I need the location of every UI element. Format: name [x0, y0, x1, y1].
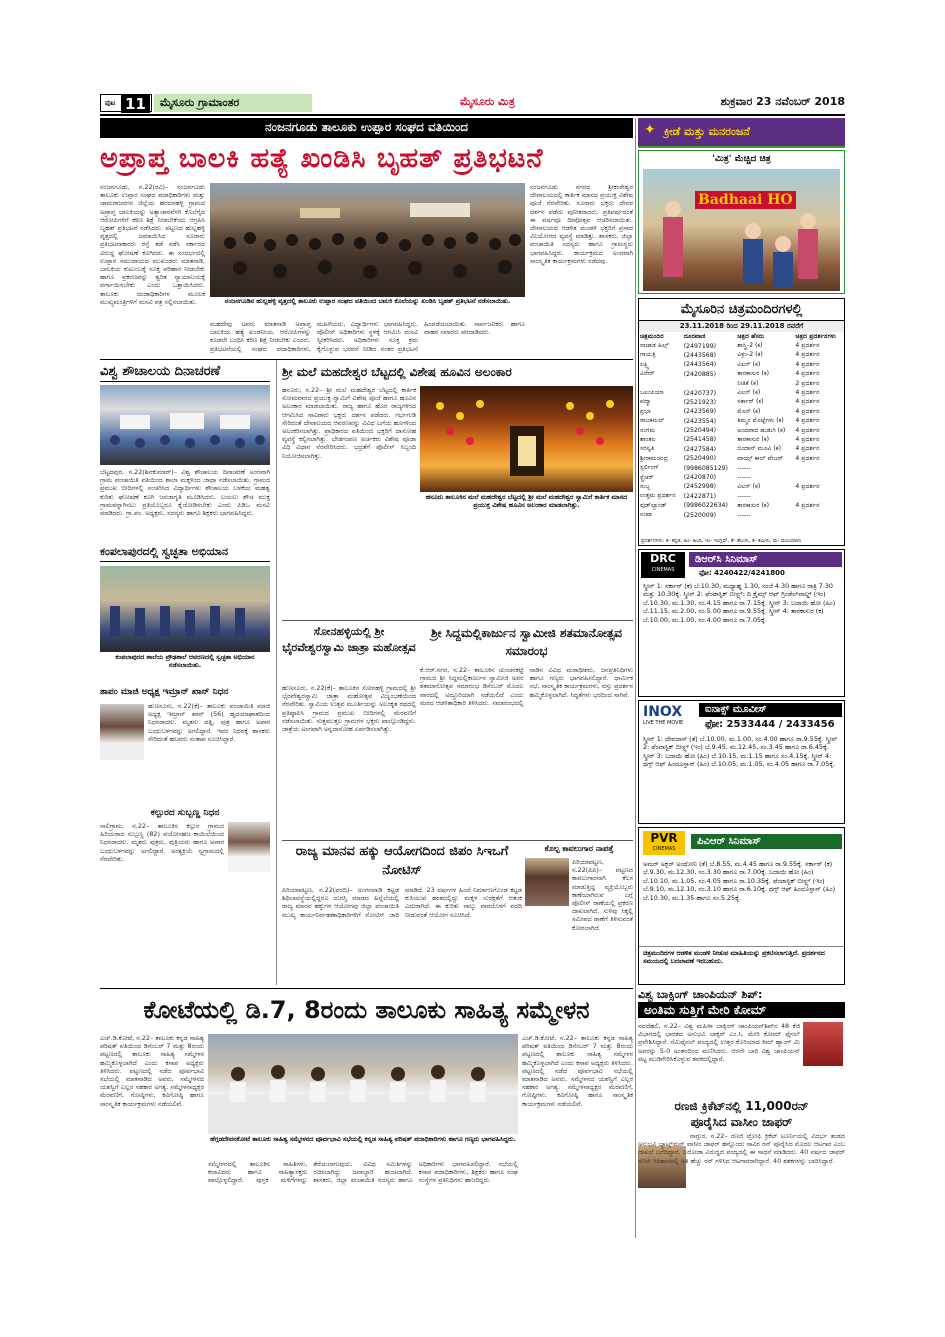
theatre-shows: 4 ಪ್ರದರ್ಶನ [795, 445, 820, 453]
theatre-name: ನಾಜಾಡ ಹಿಲ್ಸ್ [640, 342, 669, 350]
theatre-name: ವುಡ್‌ಲ್ಯಾಂಡ್ [640, 501, 667, 509]
sammelana-paragraph-b: ಸಮ್ಮೇಳನದಲ್ಲಿ ತಾಲೂಕಿನ ಸಾಹಿತಿಗಳು, ಕಲಾವಿದರು ಹಾಗೂ ಸಾಹಿತ್ಯಾಸಕ್ತರು ಪಾಲ್ಗೊಳ್ಳಲಿದ್ದಾರೆ. ಪುಸ್ತಕ ಮಳಿಗೆಗಳನ್ನು ತೆರೆಯಲಾಗುವುದು. ವಿವಿಧ ಸಮಿತಿಗಳನ್ನು ರಚಿಸಲಾಗಿದ್ದು ಜವಾಬ್ದಾರಿ ಹಂಚಲಾಗಿದೆ. ಶಾಸಕರು, ಜಿಲ್ಲಾ ಪಂಚಾಯಿತಿ ಸದಸ್ಯರು ಹಾಗೂ ಅಧಿಕಾರಿಗಳು ಭಾಗವಹಿಸಲಿದ್ದಾರೆ. ಸಭೆಯಲ್ಲಿ ಕಸಾಪ ಪದಾಧಿಕಾರಿಗಳು, ಶಿಕ್ಷಕರು ಹಾಗೂ ಸಂಘ ಸಂಸ್ಥೆಗಳ ಪ್ರತಿನಿಧಿಗಳು ಹಾಜರಿದ್ದರು. [208, 1160, 518, 1185]
sidebar-tag-bar [638, 118, 845, 148]
pvr-box [638, 827, 845, 985]
col-theatre: ಚಿತ್ರಮಂದಿರ [640, 332, 664, 340]
theatre-name: ಲಕ್ಷ್ಮಿ [640, 360, 650, 368]
section-title: ಮೈಸೂರು ಗ್ರಾಮಾಂತರ [160, 96, 240, 109]
sammelana-photo [208, 1034, 518, 1134]
inox-title: ಐನಾಕ್ಸ್ ಮೂವೀಸ್ [705, 704, 767, 715]
toilet-photo [100, 385, 270, 465]
pick-title: 'ಮಿತ್ರ' ಮೆಚ್ಚಿದ ಚಿತ್ರ [639, 151, 844, 167]
students-illustration [100, 385, 270, 465]
missing-person-photo [525, 858, 569, 906]
centenary-headline-box [420, 624, 633, 664]
pvr-notice: ಚಿತ್ರಮಂದಿರಗಳ ಆಡಳಿತ ಮಂಡಳಿ ನೀಡುವ ಮಾಹಿತಿಯನ್ನು ಪ್ರಕಟಿಸಲಾಗುತ್ತಿದೆ. ಪ್ರದರ್ಶನದ ಸಮಯದಲ್ಲಿ ಬದಲಾವಣೆ ಇರಬಹುದು. [639, 946, 844, 980]
theatres-footnote: ಪ್ರದರ್ಶನಗಳು: ಕ- ಕನ್ನಡ, ಹಿಂ- ಹಿಂದಿ, ಇಂ- ಇಂಗ್ಲಿಷ್, ತೆ- ತೆಲುಗು, ತ- ತಮಿಳು, ಮ- ಮಲಯಾಳಂ [641, 538, 802, 544]
toilet-paragraph: ಬೆಟ್ಟದಪುರ, ನ.22(ಶಿವಕುಮಾರ್)– ವಿಶ್ವ ಶೌಚಾಲಯ ದಿನಾಚರಣೆ ಅಂಗವಾಗಿ ಗ್ರಾಮ ಪಂಚಾಯಿತಿ ವತಿಯಿಂದ ಶಾಲಾ ಮಕ್ಕಳಿಂದ ಜಾಥಾ ನಡೆಸಲಾಯಿತು. ಗ್ರಾಮದ ಪ್ರಮುಖ ಬೀದಿಗಳಲ್ಲಿ ಸಂಚರಿಸಿದ ವಿದ್ಯಾರ್ಥಿಗಳು ಶೌಚಾಲಯ ಬಳಕೆಯ ಮಹತ್ವ ಕುರಿತು ಘೋಷಣೆ ಕೂಗಿ ಜನಜಾಗೃತಿ ಮೂಡಿಸಿದರು. ಬಯಲು ಶೌಚ ಮುಕ್ತ ಗ್ರಾಮವನ್ನಾಗಿಸಲು ಪ್ರತಿಯೊಬ್ಬರೂ ಕೈಜೋಡಿಸಬೇಕು ಎಂದು ಪಿಡಿಒ ಮನವಿ ಮಾಡಿದರು. ಗ್ರಾ.ಪಂ. ಅಧ್ಯಕ್ಷರು, ಸದಸ್ಯರು ಹಾಗೂ ಶಿಕ್ಷಕರು ಭಾಗವಹಿಸಿದ್ದರು. [100, 468, 270, 518]
centre-divider [282, 620, 633, 621]
pvr-shows: ಅಮರ್ ಅಕ್ಬರ್ ಅಂಥೋನಿ (ತೆ) ಬೆ.8.55, ಮ.4.45 ಹಾಗೂ ರಾ.9.55ಕ್ಕೆ. ಸರ್ಕಾರ್ (ಕ) ಬೆ.9.30, ಮ.12.30, ಸಂ.3.30 ಹಾಗೂ ರಾ.7.00ಕ್ಕೆ. ಬದಾಯಿ ಹೋ (ಹಿಂ) ಬೆ.10.10, ಮ.1.05, ಸಂ.4.05 ಹಾಗೂ ರಾ.10.35ಕ್ಕೆ. ಫೆಂಟಾಸ್ಟಿಕ್ ಬೀಸ್ಟ್ಸ್ (ಇಂ) ಬೆ.9.10, ಮ.12.10, ಸಂ.3.10 ಹಾಗೂ ರಾ.6.10ಕ್ಕೆ. ಥಗ್ಸ್ ಆಫ್ ಹಿಂದೂಸ್ತಾನ್ (ಹಿಂ) ಬೆ.10.30, ಮ.1.35 ಹಾಗೂ ಸಂ.5.25ಕ್ಕೆ. [643, 860, 836, 902]
theatre-name: ರಾಜಕಮಲ್ [640, 417, 665, 425]
theatre-name [639, 379, 683, 388]
rights-divider [282, 840, 633, 841]
theatre-name: ಶ್ರೀರಾಮಚಂದ್ರ [640, 454, 669, 462]
jatre-paragraph: ಹುಣಸೂರು, ನ.22(ಕೆ)– ತಾಲೂಕಿನ ಸೋನಹಳ್ಳಿ ಗ್ರಾಮದಲ್ಲಿ ಶ್ರೀ ಭೈರವೇಶ್ವರಸ್ವಾಮಿ ಜಾತ್ರಾ ಮಹೋತ್ಸವ ವಿಜೃಂಭಣೆಯಿಂದ ನೆರವೇರಿತು. ಸ್ವಾಮಿಯ ಉತ್ಸವ ಮೂರ್ತಿಯನ್ನು ಅಲಂಕೃತ ರಥದಲ್ಲಿ ಪ್ರತಿಷ್ಠಾಪಿಸಿ ಗ್ರಾಮದ ಪ್ರಮುಖ ಬೀದಿಗಳಲ್ಲಿ ಮೆರವಣಿಗೆ ನಡೆಸಲಾಯಿತು. ಸುತ್ತಮುತ್ತಲ ಗ್ರಾಮಗಳ ಭಕ್ತರು ಪಾಲ್ಗೊಂಡಿದ್ದರು. ಜಾತ್ರೆಯ ಅಂಗವಾಗಿ ಅನ್ನದಾಸೋಹ ಏರ್ಪಡಿಸಲಾಗಿತ್ತು. [282, 684, 416, 734]
theatre-row [639, 426, 844, 435]
obit1-headline: ತಾಪಂ ಮಾಜಿ ಅಧ್ಯಕ್ಷ ಇಮ್ರಾನ್ ಖಾನ್ ನಿಧನ [100, 687, 229, 697]
theatre-shows: 4 ಪ್ರದರ್ಶನ [795, 342, 820, 350]
theatre-phone: (2443568) [683, 351, 717, 359]
theatre-shows [794, 492, 844, 501]
theatre-movie: ವಿಕ್ರಂ-2 (ಕ) [737, 351, 763, 359]
theatre-movie: ವಿಲನ್ (ಕ) [737, 482, 761, 490]
pvr-header [639, 828, 844, 858]
lead-body-col1 [100, 183, 205, 348]
inox-header [639, 701, 844, 733]
theatre-row [639, 473, 844, 482]
rights-text [282, 886, 522, 984]
theatre-shows [794, 463, 844, 472]
theatre-name: ಸಂಗಮ [640, 426, 656, 434]
theatre-row [639, 398, 844, 407]
festival-paragraph: ನಂಜನಗೂಡು ನಗರದ ಶ್ರೀಕಂಠೇಶ್ವರ ದೇವಾಲಯದಲ್ಲಿ ಕಾರ್ತಿಕ ಮಾಸದ ಪ್ರಯುಕ್ತ ವಿಶೇಷ ಪೂಜೆ ನೆರವೇರಿತು. ನೂರಾರು ಭಕ್ತರು ದೇವರ ದರ್ಶನ ಪಡೆದು ಪುನೀತರಾದರು. ಪ್ರತಿವರ್ಷದಂತೆ ಈ ವರ್ಷವೂ ದೀಪೋತ್ಸವ ಆಚರಿಸಲಾಯಿತು. ದೇವಾಲಯದ ಆಡಳಿತ ಮಂಡಳಿ ಭಕ್ತರಿಗೆ ಪ್ರಸಾದ ವಿನಿಯೋಗದ ವ್ಯವಸ್ಥೆ ಮಾಡಿತ್ತು. ಶಾಸಕರು, ಜಿಲ್ಲಾ ಪಂಚಾಯಿತಿ ಸದಸ್ಯರು ಹಾಗೂ ಗ್ರಾಮಸ್ಥರು ಭಾಗವಹಿಸಿದ್ದರು. ಕಾರ್ಯಕ್ರಮದ ಅಂಗವಾಗಿ ಸಾಂಸ್ಕೃತಿಕ ಕಾರ್ಯಕ್ರಮಗಳು ನಡೆದವು. [530, 183, 633, 265]
theatre-row [639, 360, 844, 369]
boxing-text: ನವದೆಹಲಿ, ನ.22– ವಿಶ್ವ ಮಹಿಳಾ ಬಾಕ್ಸಿಂಗ್ ಚಾಂಪಿಯನ್‌ಶಿಪ್‌ನ 48 ಕೆಜಿ ವಿಭಾಗದಲ್ಲಿ ಭಾರತದ ಅನುಭವಿ ಬಾಕ್ಸರ್ ಎಂ.ಸಿ. ಮೇರಿ ಕೋಮ್ ಫೈನಲ್ ಪ್ರವೇಶಿಸಿದ್ದಾರೆ. ಸೆಮಿಫೈನಲ್ ಪಂದ್ಯದಲ್ಲಿ ಉತ್ತರ ಕೊರಿಯಾದ ಕಿಮ್ ಹ್ಯಾಂಗ್ ಮಿ ಅವರನ್ನು 5-0 ಅಂತರದಿಂದ ಮಣಿಸಿದರು. ಆರನೇ ಬಾರಿ ವಿಶ್ವ ಚಾಂಪಿಯನ್ ಪಟ್ಟ ಮುಡಿಗೇರಿಸಿಕೊಳ್ಳುವ ತವಕದಲ್ಲಿದ್ದಾರೆ. [638, 1022, 800, 1063]
missing-headline: ಕೊಲ್ಪ ಕಾವಲುಗಾರ ನಾಪತ್ತೆ [544, 844, 614, 853]
theatre-phone: (2427584) [683, 445, 717, 453]
lead-kicker: ನಂಜನಗೂಡು ತಾಲೂಕು ಉಪ್ಪಾರ ಸಂಘದ ವತಿಯಿಂದ [264, 120, 469, 134]
inox-logo-text: INOX [643, 704, 683, 720]
sammelana-text-a [100, 1034, 204, 1238]
sammelana-top-rule [100, 988, 633, 989]
theatre-phone: (9986022634) [683, 502, 728, 510]
inox-title-bar [699, 703, 842, 717]
theatre-phone: (2541458) [683, 436, 717, 444]
toilet-headline: ವಿಶ್ವ ಶೌಚಾಲಯ ದಿನಾಚರಣೆ [100, 364, 221, 379]
drc-logo-sub: CINEMAS [651, 567, 675, 573]
temple-headline: ಶ್ರೀ ಮಲೆ ಮಹದೇಶ್ವರ ಬೆಟ್ಟದಲ್ಲಿ ವಿಶೇಷ ಹೂವಿನ ಅಲಂಕಾರ [282, 365, 512, 379]
meeting-illustration [208, 1034, 518, 1134]
theatre-row [639, 417, 844, 426]
obit1-headline-box [100, 684, 270, 700]
crowd-illustration [210, 183, 525, 297]
theatre-phone: (2420870) [683, 474, 717, 482]
col-rule-2 [635, 118, 636, 1238]
drc-shows: ಸ್ಕ್ರೀನ್ 1: ಸರ್ಕಾರ್ (ಕ) ಬೆ.10.30, ಮಧ್ಯಾಹ್ನ 1.30, ಸಂಜೆ 4.30 ಹಾಗೂ ರಾತ್ರಿ 7.30 ಮತ್ತು 10.30ಕ್ಕೆ. ಸ್ಕ್ರೀನ್ 2: ಫೆಂಟಾಸ್ಟಿಕ್ ಬೀಸ್ಟ್ಸ್: ದಿ ಕ್ರೈಮ್ಸ್ ಆಫ್ ಗ್ರಿಂಡೆಲ್‌ವಾಲ್ಡ್ (ಇಂ) ಬೆ.10.30, ಮ.1.30, ಸಂ.4.15 ಹಾಗೂ ರಾ.7.15ಕ್ಕೆ. ಸ್ಕ್ರೀನ್ 3: ಬದಾಯಿ ಹೋ (ಹಿಂ) ಬೆ.11.15, ಮ.2.00, ಸಂ.5.00 ಹಾಗೂ ರಾ.9.55ಕ್ಕೆ. ಸ್ಕ್ರೀನ್ 4: ತಾರಕಾಸುರ (ಕ) ಬೆ.10.00, ಮ.1.00, ಸಂ.4.00 ಹಾಗೂ ರಾ.7.05ಕ್ಕೆ. [643, 582, 836, 624]
theatre-row [639, 370, 844, 379]
theatre-shows: 4 ಪ್ರದರ್ಶನ [795, 370, 820, 378]
col-shows: ಚಿತ್ರದ ಪ್ರದರ್ಶನಗಳು [795, 332, 837, 340]
inox-box [638, 700, 845, 824]
lead-paragraph-2: ಮಹದೇವು ಅವರು ಮಾತನಾಡಿ ಅಪ್ರಾಪ್ತ ಬಾಲಕಿಯ ಹತ್ಯೆ ಖಂಡನೀಯ. ಆರೋಪಿಗಳನ್ನು ಕೂಡಲೇ ಬಂಧಿಸಿ ಕಠಿಣ ಶಿಕ್ಷೆ ನೀಡಬೇಕು ಎಂದರು. ಪ್ರತಿಭಟನೆಯಲ್ಲಿ ಸಂಘದ ಪದಾಧಿಕಾರಿಗಳು, ಮಹಿಳೆಯರು, ವಿದ್ಯಾರ್ಥಿಗಳು ಭಾಗವಹಿಸಿದ್ದರು. ಪೊಲೀಸ್ ಅಧಿಕಾರಿಗಳು ಸ್ಥಳಕ್ಕೆ ಆಗಮಿಸಿ ಮನವಿ ಸ್ವೀಕರಿಸಿದರು. ಅಧಿಕಾರಿಗಳು ಸೂಕ್ತ ಕ್ರಮ ಕೈಗೊಳ್ಳುವ ಭರವಸೆ ನೀಡಿದ ನಂತರ ಪ್ರತಿಭಟನೆ ಹಿಂಪಡೆಯಲಾಯಿತು. ಸಾರ್ವಜನಿಕರು ಹಾಗೂ ವಾಹನ ಸವಾರರು ಪರದಾಡಿದರು. [210, 320, 525, 353]
protest-caption-text: ನಂಜನಗೂಡಿನ ಹುಲ್ಲಹಳ್ಳಿ ವೃತ್ತದಲ್ಲಿ ತಾಲೂಕು ಉಪ್ಪಾರ ಸಂಘದ ವತಿಯಿಂದ ಬಾಲಕಿ ಕೊಲೆಯನ್ನು ಖಂಡಿಸಿ ಬೃಹತ್ ಪ್ರತಿಭಟನೆ ನಡೆಸಲಾಯಿತು. [224, 298, 511, 305]
theatre-phone: (2521923) [683, 398, 717, 406]
theatre-name: ಶಾಂತಲ [640, 435, 656, 443]
theatre-phone: (2420885) [683, 370, 717, 378]
theatre-movie: ಬಿಂದಾಸ್ ಮೂವಿ (ಕ) [737, 445, 782, 453]
sammelana-text-b [208, 1160, 518, 1238]
boxing-headline [638, 988, 845, 1018]
lead-body-col2 [210, 320, 525, 360]
page-number-box [100, 94, 152, 112]
theatre-shows: 4 ಪ್ರದರ್ಶನ [795, 351, 820, 359]
col-phone: ದೂರವಾಣಿ [683, 332, 706, 340]
theatre-movie: ------ [737, 511, 751, 519]
paper-name: ಮೈಸೂರು ಮಿತ್ರ [460, 95, 515, 108]
boxing-headline-1: ವಿಶ್ವ ಬಾಕ್ಸಿಂಗ್ ಚಾಂಪಿಯನ್ ಶಿಪ್: [638, 988, 763, 1001]
clean-caption [100, 654, 270, 676]
theatre-name: ವಿರೇರ್ [640, 370, 655, 378]
centenary-headline: ಶ್ರೀ ಸಿದ್ದಮಲ್ಲಿಕಾರ್ಜುನ ಸ್ವಾಮೀಜಿ ಶತಮಾನೋತ್ಸವ ಸಮಾರಂಭ [430, 626, 622, 658]
sammelana-text-c [522, 1034, 633, 1238]
theatres-title-bar [639, 299, 844, 321]
sammelana-headline: ಕೋಟೆಯಲ್ಲಿ ಡಿ.7, 8ರಂದು ತಾಲೂಕು ಸಾಹಿತ್ಯ ಸಮ್ಮೇಳನ [143, 996, 590, 1024]
rights-paragraph: ಪಿರಿಯಾಪಟ್ಟಣ, ನ.22(ವರದಿ)– ಅಂಗನವಾಡಿ ಕಟ್ಟಡ ಶಿಥಿಲಾವಸ್ಥೆಯಲ್ಲಿದ್ದರೂ ದುರಸ್ತಿ ಮಾಡದ ಹಿನ್ನೆಲೆಯಲ್ಲಿ ರಾಜ್ಯ ಮಾನವ ಹಕ್ಕುಗಳ ಆಯೋಗವು ಜಿಲ್ಲಾ ಪಂಚಾಯಿತಿ ಮುಖ್ಯ ಕಾರ್ಯನಿರ್ವಹಣಾಧಿಕಾರಿಗಳಿಗೆ ನೋಟಿಸ್ ಜಾರಿ ಮಾಡಿದೆ. 23 ವರ್ಷಗಳ ಹಿಂದೆ ನಿರ್ಮಾಣಗೊಂಡ ಕಟ್ಟಡ ಕುಸಿಯುವ ಹಂತದಲ್ಲಿದ್ದು ಮಕ್ಕಳ ಸುರಕ್ಷತೆಗೆ ಆತಂಕ ಎದುರಾಗಿದೆ. ಈ ಕುರಿತು ನಾಲ್ಕು ವಾರದೊಳಗೆ ವರದಿ ನೀಡುವಂತೆ ಆಯೋಗ ಸೂಚಿಸಿದೆ. [282, 886, 522, 919]
theatre-movie: ------ [737, 474, 751, 482]
cricket-text: ನಾಗ್ಪುರ, ನ.22– ರಣಜಿ ಟ್ರೋಫಿ ಕ್ರಿಕೆಟ್ ಟೂರ್ನಿಯಲ್ಲಿ ವಿದರ್ಭ ತಂಡದ ಅನುಭವಿ ಬ್ಯಾಟ್ಸ್‌ಮನ್ ವಾಸೀಂ ಜಾಫರ್ ಹನ್ನೊಂದು ಸಾವಿರ ರನ್ ಪೂರೈಸಿದ ಮೊದಲ ಆಟಗಾರ ಎಂಬ ದಾಖಲೆ ಬರೆದಿದ್ದಾರೆ. ಬರೋಡಾ ವಿರುದ್ಧದ ಪಂದ್ಯದಲ್ಲಿ ಈ ಸಾಧನೆ ಮಾಡಿದರು. 40 ವರ್ಷದ ಜಾಫರ್ ರಣಜಿ ಇತಿಹಾಸದಲ್ಲಿ ಅತಿ ಹೆಚ್ಚು ರನ್ ಗಳಿಸಿದ ಆಟಗಾರರಾಗಿದ್ದಾರೆ. 40 ಶತಕಗಳನ್ನು ಬಾರಿಸಿದ್ದಾರೆ. [638, 1132, 845, 1165]
missing-text [572, 858, 633, 984]
missing-headline-box [525, 842, 633, 856]
centenary-paragraph: ಕೆ.ಆರ್.ನಗರ, ನ.22– ತಾಲೂಕಿನ ಚುಂಚನಕಟ್ಟೆ ಗ್ರಾಮದ ಶ್ರೀ ಸಿದ್ದಮಲ್ಲಿಕಾರ್ಜುನ ಸ್ವಾಮೀಜಿ ಅವರ ಶತಮಾನೋತ್ಸವ ಸಮಾರಂಭ ಡಿಸೆಂಬರ್ ಮೊದಲ ವಾರದಲ್ಲಿ ಅದ್ದೂರಿಯಾಗಿ ನಡೆಯಲಿದೆ ಎಂದು ಮಠದ ಆಡಳಿತಾಧಿಕಾರಿ ತಿಳಿಸಿದರು. ಸಮಾರಂಭದಲ್ಲಿ ನಾಡಿನ ವಿವಿಧ ಮಠಾಧೀಶರು, ಜನಪ್ರತಿನಿಧಿಗಳು ಹಾಗೂ ಗಣ್ಯರು ಭಾಗವಹಿಸಲಿದ್ದಾರೆ. ಧಾರ್ಮಿಕ ಸಭೆ, ಸಾಂಸ್ಕೃತಿಕ ಕಾರ್ಯಕ್ರಮಗಳು, ವಸ್ತು ಪ್ರದರ್ಶನ ಹಮ್ಮಿಕೊಳ್ಳಲಾಗಿದೆ. ಸಿದ್ಧತೆಗಳು ಭರದಿಂದ ಸಾಗಿವೆ. [420, 666, 633, 707]
temple-text [282, 386, 416, 616]
theatre-name: ಪದ್ಮಾ [640, 398, 651, 406]
sammelana-headline-box [100, 990, 633, 1030]
theatre-phone: (2452998) [683, 483, 717, 491]
inox-phone: ಫೋ: 2533444 / 2433456 [705, 719, 835, 730]
centenary-text [420, 666, 633, 836]
theatre-row [639, 501, 844, 510]
cricket-story [638, 1098, 845, 1238]
theatre-phone [683, 379, 737, 388]
theatre-phone: (2443564) [683, 361, 717, 369]
theatre-name: ಸುಬ್ಬ [640, 482, 651, 490]
theatre-row [639, 454, 844, 463]
theatres-table [639, 332, 844, 520]
theatre-shows: 4 ಪ್ರದರ್ಶನ [795, 360, 820, 368]
theatre-movie: ಶಾಸ್ತ್ರಿ-2 (ಕ) [737, 342, 763, 350]
lead-kicker-bar [100, 118, 633, 138]
drc-phone: ಫೋ: 4240422/4241800 [699, 569, 785, 577]
theatre-name: ಸರಸ್ವತಿ [640, 445, 655, 453]
section-tab [154, 94, 312, 112]
drc-header [639, 550, 844, 580]
theatre-shows: 4 ಪ್ರದರ್ಶನ [795, 417, 820, 425]
obit1-portrait [100, 704, 144, 760]
masthead-rule [100, 114, 845, 116]
theatre-movie: ವಿಲನ್ (ಕ) [737, 389, 761, 397]
theatre-name: ಸ್ಟರ್ಲಿಂಗ್ [640, 464, 659, 472]
sports-icon: ✦ [644, 122, 656, 138]
theatre-row [639, 351, 844, 360]
theatres-box [638, 298, 845, 546]
inox-shows: ಸ್ಕ್ರೀನ್ 1: ದೇವದಾಸ್ (ತೆ) ಬೆ.10.00, ಮ.1.00, ಸಂ.4.00 ಹಾಗೂ ರಾ.9.55ಕ್ಕೆ. ಸ್ಕ್ರೀನ್ 2: ಫೆಂಟಾಸ್ಟಿಕ್ ಬೀಸ್ಟ್ಸ್ (ಇಂ) ಬೆ.9.45, ಮ.12.45, ಸಂ.3.45 ಹಾಗೂ ರಾ.6.45ಕ್ಕೆ. ಸ್ಕ್ರೀನ್ 3: ಬದಾಯಿ ಹೋ (ಹಿಂ) ಬೆ.10.15, ಮ.1.15 ಹಾಗೂ ಸಂ.4.15ಕ್ಕೆ. ಸ್ಕ್ರೀನ್ 4: ಥಗ್ಸ್ ಆಫ್ ಹಿಂದೂಸ್ತಾನ್ (ಹಿಂ) ಬೆ.10.05, ಮ.1.05, ಸಂ.4.05 ಹಾಗೂ ರಾ.7.05ಕ್ಕೆ. [643, 735, 838, 769]
theatre-movie: ನೀತಿಕೆ (ಕ) [737, 379, 759, 387]
theatre-shows [794, 473, 844, 482]
obit2-text [100, 822, 224, 902]
theatre-movie: ವಾಯ್ಸ್ ಕಾಲ್ ಪೇಜರ್ [737, 454, 783, 462]
movie-poster [643, 169, 840, 291]
theatre-movie: ತಿಮ್ಮನ ಮೊಟ್ಟೆಗಳು (ಕ) [737, 417, 784, 425]
theatre-phone: (2423569) [683, 408, 717, 416]
drc-logo [641, 552, 685, 578]
sammelana-paragraph-c: ಎಚ್.ಡಿ.ಕೋಟೆ, ನ.22– ತಾಲೂಕು ಕನ್ನಡ ಸಾಹಿತ್ಯ ಪರಿಷತ್ ವತಿಯಿಂದ ಡಿಸೆಂಬರ್ 7 ಮತ್ತು 8ರಂದು ಪಟ್ಟಣದಲ್ಲಿ ತಾಲೂಕು ಸಾಹಿತ್ಯ ಸಮ್ಮೇಳನ ಹಮ್ಮಿಕೊಳ್ಳಲಾಗಿದೆ ಎಂದು ಕಸಾಪ ಅಧ್ಯಕ್ಷರು ತಿಳಿಸಿದರು. ಪಟ್ಟಣದಲ್ಲಿ ನಡೆದ ಪೂರ್ವಭಾವಿ ಸಭೆಯಲ್ಲಿ ಮಾತನಾಡಿದ ಅವರು, ಸಮ್ಮೇಳನದ ಯಶಸ್ವಿಗೆ ಎಲ್ಲರ ಸಹಕಾರ ಅಗತ್ಯ. ಸಮ್ಮೇಳನಾಧ್ಯಕ್ಷರ ಮೆರವಣಿಗೆ, ಗೋಷ್ಠಿಗಳು, ಕವಿಗೋಷ್ಠಿ ಹಾಗೂ ಸಾಂಸ್ಕೃತಿಕ ಕಾರ್ಯಕ್ರಮಗಳು ನಡೆಯಲಿವೆ. [522, 1034, 633, 1108]
col-rule-1 [276, 360, 277, 985]
theatre-row [639, 510, 844, 519]
sammelana-caption-text: ಹೆಗ್ಗಡದೇವನಕೋಟೆ ತಾಲೂಕು ಸಾಹಿತ್ಯ ಸಮ್ಮೇಳನದ ಪೂರ್ವಭಾವಿ ಸಭೆಯಲ್ಲಿ ಕನ್ನಡ ಸಾಹಿತ್ಯ ಪರಿಷತ್ ಪದಾಧಿಕಾರಿಗಳು ಹಾಗೂ ಗಣ್ಯರು ಭಾಗವಹಿಸಿದ್ದರು. [210, 1136, 516, 1143]
theatre-phone: (2520494) [683, 427, 717, 435]
cricket-headline-2: ಪೂರೈಸಿದ ವಾಸೀಂ ಜಾಫರ್ [690, 1115, 793, 1129]
page-label: ಪುಟ [105, 99, 116, 107]
theatre-name: ಉತ್ತಮ ಪ್ರದರ್ಶನ [640, 492, 676, 500]
sammelana-caption [208, 1136, 518, 1158]
theatre-phone: (2420737) [683, 389, 717, 397]
pvr-logo-sub: CINEMAS [652, 846, 676, 852]
rights-headline: ರಾಜ್ಯ ಮಾನವ ಹಕ್ಕು ಆಯೋಗದಿಂದ ಜಿಪಂ ಸಿಇಒಗೆ ನೋಟಿಸ್ [295, 844, 509, 878]
sammelana-paragraph-a: ಎಚ್.ಡಿ.ಕೋಟೆ, ನ.22– ತಾಲೂಕು ಕನ್ನಡ ಸಾಹಿತ್ಯ ಪರಿಷತ್ ವತಿಯಿಂದ ಡಿಸೆಂಬರ್ 7 ಮತ್ತು 8ರಂದು ಪಟ್ಟಣದಲ್ಲಿ ತಾಲೂಕು ಸಾಹಿತ್ಯ ಸಮ್ಮೇಳನ ಹಮ್ಮಿಕೊಳ್ಳಲಾಗಿದೆ ಎಂದು ಕಸಾಪ ಅಧ್ಯಕ್ಷರು ತಿಳಿಸಿದರು. ಪಟ್ಟಣದಲ್ಲಿ ನಡೆದ ಪೂರ್ವಭಾವಿ ಸಭೆಯಲ್ಲಿ ಮಾತನಾಡಿದ ಅವರು, ಸಮ್ಮೇಳನದ ಯಶಸ್ವಿಗೆ ಎಲ್ಲರ ಸಹಕಾರ ಅಗತ್ಯ. ಸಮ್ಮೇಳನಾಧ್ಯಕ್ಷರ ಮೆರವಣಿಗೆ, ಗೋಷ್ಠಿಗಳು, ಕವಿಗೋಷ್ಠಿ ಹಾಗೂ ಸಾಂಸ್ಕೃತಿಕ ಕಾರ್ಯಕ್ರಮಗಳು ನಡೆಯಲಿವೆ. [100, 1034, 204, 1108]
theatre-phone: (2520009) [683, 511, 717, 519]
obit2-portrait [228, 822, 270, 872]
pvr-title: ಪಿವಿಆರ್ ಸಿನಿಮಾಸ್ [697, 836, 761, 847]
theatre-phone: (2422871) [683, 492, 717, 500]
theatre-row [639, 463, 844, 472]
lead-headline-text: ಅಪ್ರಾಪ್ತ ಬಾಲಕಿ ಹತ್ಯೆ ಖಂಡಿಸಿ ಬೃಹತ್ ಪ್ರತಿಭಟನೆ [100, 143, 544, 174]
toilet-text [100, 468, 270, 540]
obit2-paragraph: ಸಾಲಿಗ್ರಾಮ, ನ.22– ತಾಲೂಕಿನ ಕಲ್ಪುರ ಗ್ರಾಮದ ಹಿರಿಯರಾದ ಸುಬ್ಬಣ್ಣ (82) ವಯೋಸಹಜ ಕಾಯಿಲೆಯಿಂದ ನಿಧನರಾದರು. ಮೃತರು ಪುತ್ರರು, ಪುತ್ರಿಯರು ಹಾಗೂ ಅಪಾರ ಬಂಧುಬಳಗವನ್ನು ಅಗಲಿದ್ದಾರೆ. ಅಂತ್ಯಕ್ರಿಯೆ ಸ್ವಗ್ರಾಮದಲ್ಲಿ ನೆರವೇರಿತು. [100, 822, 224, 863]
theatre-row [639, 482, 844, 491]
lead-headline [100, 139, 633, 181]
theatre-shows: 4 ಪ್ರದರ್ಶನ [795, 435, 820, 443]
theatre-row [639, 492, 844, 501]
theatre-shows: 4 ಪ್ರದರ್ಶನ [795, 501, 820, 509]
inox-logo-sub: LIVE THE MOVIE [643, 720, 684, 726]
theatre-phone: (2423554) [683, 417, 717, 425]
theatres-header-row [639, 332, 844, 341]
theatre-shows: 4 ಪ್ರದರ್ಶನ [795, 398, 820, 406]
theatre-phone: (2520490) [683, 455, 717, 463]
lead-bottom-rule [100, 359, 633, 360]
protest-photo [210, 183, 525, 297]
theatre-phone: (9986085129) [683, 464, 728, 472]
theatre-row [639, 379, 844, 388]
temple-caption-text: ಹನೂರು ತಾಲೂಕಿನ ಮಲೆ ಮಹದೇಶ್ವರ ಬೆಟ್ಟದಲ್ಲಿ ಶ್ರೀ ಮಲೆ ಮಹದೇಶ್ವರ ಸ್ವಾಮಿಗೆ ಕಾರ್ತಿಕ ಮಾಸದ ಪ್ರಯುಕ್ತ ವಿಶೇಷ ಹೂವಿನ ಅಲಂಕಾರ ಮಾಡಲಾಗಿತ್ತು. [425, 494, 628, 509]
theatre-row [639, 435, 844, 444]
clean-caption-text: ಕಂಪಲಾಪುರದ ಶಾಲೆಯ ಪ್ರೌಢಶಾಲೆ ಆವರಣದಲ್ಲಿ ಸ್ವಚ್ಛತಾ ಅಭಿಯಾನ ನಡೆಸಲಾಯಿತು. [115, 654, 255, 669]
theatre-name: ಪ್ರಭಾ [640, 407, 651, 415]
obit2-headline: ಕಲ್ಪುರದ ಸುಬ್ಬಣ್ಣ ನಿಧನ [150, 808, 220, 818]
theatre-row [639, 341, 844, 350]
theatre-shows [794, 510, 844, 519]
rights-headline-box [282, 842, 522, 884]
clean-photo [100, 566, 270, 652]
movie-pick-box [638, 150, 845, 294]
theatre-movie: ------ [737, 492, 751, 500]
jatre-headline-box [282, 624, 416, 680]
theatre-shows: 4 ಪ್ರದರ್ಶನ [795, 426, 820, 434]
boxing-story [638, 988, 845, 1096]
clean-headline: ಕಂಪಲಾಪುರದಲ್ಲಿ ಸ್ವಚ್ಛತಾ ಅಭಿಯಾನ [100, 545, 229, 558]
drc-title: ಡಿಆರ್‌ಸಿ ಸಿನಿಮಾಸ್ [695, 554, 758, 565]
drc-logo-text: DRC [650, 552, 676, 565]
theatre-shows: 4 ಪ್ರದರ್ಶನ [795, 454, 820, 462]
pvr-logo-text: PVR [650, 831, 678, 845]
boxing-headline-2: ಅಂತಿಮ ಸುತ್ತಿಗೆ ಮೇರಿ ಕೋಮ್ [638, 1002, 845, 1018]
issue-date: ಶುಕ್ರವಾರ 23 ನವೆಂಬರ್ 2018 [720, 95, 845, 108]
movie-logo: Badhaai HO [695, 191, 796, 209]
theatre-row [639, 445, 844, 454]
toilet-headline-box [100, 362, 270, 382]
drc-box [638, 549, 845, 697]
jatre-text [282, 684, 416, 834]
theatre-movie: ಸರ್ಕಾರ್ (ಕ) [737, 398, 764, 406]
cast-illustration [643, 169, 840, 291]
temple-photo [420, 386, 633, 492]
theatre-movie: ತಾರಕಾಸುರ (ಕ) [737, 435, 770, 443]
festival-story [530, 183, 633, 358]
page-number: 11 [121, 95, 150, 113]
obit2-headline-box [100, 806, 270, 820]
pvr-logo [643, 831, 685, 855]
obit1-text [148, 702, 270, 802]
theatre-shows: 4 ಪ್ರದರ್ಶನ [795, 407, 820, 415]
flower-decoration-illustration [420, 386, 633, 492]
theatre-shows: 2 ಪ್ರದರ್ಶನ [795, 379, 820, 387]
theatre-shows: 4 ಪ್ರದರ್ಶನ [795, 389, 820, 397]
temple-caption [420, 494, 633, 520]
cricket-headline-1: ರಣಜಿ ಕ್ರಿಕೆಟ್‌ನಲ್ಲಿ 11,000ರನ್ [674, 1099, 809, 1113]
theatre-name: ಗಾಯತ್ರಿ [640, 351, 656, 359]
theatre-name: ಸ್ಟ್ರೆಚರ್ [640, 473, 654, 481]
col-movie: ಚಿತ್ರದ ಹೆಸರು [737, 332, 765, 340]
theatre-movie: ವಿಲನ್ (ಕ) [737, 360, 761, 368]
theatre-row [639, 388, 844, 397]
sidebar-tag: ಕ್ರೀಡೆ ಮತ್ತು ಮನರಂಜನೆ [664, 125, 750, 138]
inox-logo [643, 704, 693, 730]
theatre-movie: ತಾರಕಾಸುರ (ಕ) [737, 501, 770, 509]
theatre-shows: 4 ಪ್ರದರ್ಶನ [795, 482, 820, 490]
missing-paragraph: ಪಿರಿಯಾಪಟ್ಟಣ, ನ.22(ಪಿಪಿ)– ಪಟ್ಟಣದ ಕಾವಲುಗಾರನಾಗಿ ಕೆಲಸ ಮಾಡುತ್ತಿದ್ದ ವ್ಯಕ್ತಿಯೊಬ್ಬರು ಕಾಣೆಯಾಗಿರುವ ಬಗ್ಗೆ ಪೊಲೀಸ್ ಠಾಣೆಯಲ್ಲಿ ಪ್ರಕರಣ ದಾಖಲಾಗಿದೆ. ಸುಳಿವು ಸಿಕ್ಕಲ್ಲಿ ಸಮೀಪದ ಠಾಣೆಗೆ ತಿಳಿಸುವಂತೆ ಕೋರಲಾಗಿದೆ. [572, 858, 633, 932]
theatre-name: ಒಲಂಪಿಯಾ [640, 389, 664, 397]
lead-paragraph: ನಂಜನಗೂಡು, ನ.22(ರವಿ)– ನಂಜನಗೂಡು ತಾಲೂಕು ಉಪ್ಪಾರ ಸಂಘದ ಪದಾಧಿಕಾರಿಗಳು ಮತ್ತು ಚಾಮರಾಜನಗರ ಜಿಲ್ಲೆಯ ಹರದನಹಳ್ಳಿ ಗ್ರಾಮದ ಅಪ್ರಾಪ್ತ ಬಾಲಕಿಯನ್ನು ಅತ್ಯಾಚಾರವೆಸಗಿ ಕೊಲೆಗೈದ ಆರೋಪಿಗಳಿಗೆ ಕಠಿಣ ಶಿಕ್ಷೆ ನೀಡಬೇಕೆಂದು ಆಗ್ರಹಿಸಿ ಬೃಹತ್ ಪ್ರತಿಭಟನೆ ನಡೆಸಿದರು. ಪಟ್ಟಣದ ಹುಲ್ಲಹಳ್ಳಿ ವೃತ್ತದಲ್ಲಿ ಜಮಾಯಿಸಿದ ನೂರಾರು ಪ್ರತಿಭಟನಾಕಾರರು ರಸ್ತೆ ತಡೆ ನಡೆಸಿ ಸರ್ಕಾರದ ವಿರುದ್ಧ ಘೋಷಣೆ ಕೂಗಿದರು. ಈ ಸಂದರ್ಭದಲ್ಲಿ ಉಪ್ಪಾರ ಸಮುದಾಯದ ಮುಖಂಡರು ಮಾತನಾಡಿ, ಬಾಲಕಿಯ ಕುಟುಂಬಕ್ಕೆ ಸೂಕ್ತ ಪರಿಹಾರ ನೀಡಬೇಕು ಹಾಗೂ ಪ್ರಕರಣವನ್ನು ತ್ವರಿತ ನ್ಯಾಯಾಲಯಕ್ಕೆ ವರ್ಗಾಯಿಸಬೇಕು ಎಂದು ಒತ್ತಾಯಿಸಿದರು. ತಾಲೂಕು ದಂಡಾಧಿಕಾರಿಗಳ ಮೂಲಕ ಮುಖ್ಯಮಂತ್ರಿಗಳಿಗೆ ಮನವಿ ಪತ್ರ ಸಲ್ಲಿಸಲಾಯಿತು. [100, 183, 205, 306]
theatre-row [639, 407, 844, 416]
theatre-movie: ಮೊನ್ (ಕ) [737, 407, 761, 415]
cleaning-illustration [100, 566, 270, 652]
theatre-movie: ------ [737, 464, 751, 472]
obit1-paragraph: ಹುಣಸೂರು, ನ.22(ಕೆ)– ತಾಲೂಕು ಪಂಚಾಯಿತಿ ಮಾಜಿ ಅಧ್ಯಕ್ಷ ಇಮ್ರಾನ್ ಖಾನ್ (56) ಹೃದಯಾಘಾತದಿಂದ ನಿಧನರಾದರು. ಮೃತರು ಪತ್ನಿ, ಪುತ್ರ ಹಾಗೂ ಅಪಾರ ಬಂಧುಬಳಗವನ್ನು ಅಗಲಿದ್ದಾರೆ. ಇವರ ನಿಧನಕ್ಕೆ ಶಾಸಕರು ಸೇರಿದಂತೆ ಹಲವರು ಸಂತಾಪ ಸೂಚಿಸಿದ್ದಾರೆ. [148, 702, 270, 743]
theatre-name: ಉಷಾ [640, 511, 653, 519]
theatre-phone: (2497199) [683, 342, 717, 350]
temple-headline-box [282, 362, 633, 382]
theatre-movie: ತಾರಕಾಸುರ (ಕ) [737, 370, 770, 378]
drc-title-bar [689, 552, 842, 567]
theatres-title: ಮೈಸೂರಿನ ಚಿತ್ರಮಂದಿರಗಳಲ್ಲಿ [680, 302, 803, 317]
protest-caption [210, 298, 525, 318]
pvr-title-bar [691, 834, 842, 849]
temple-paragraph: ಹನೂರು, ನ.22– ಶ್ರೀ ಮಲೆ ಮಹದೇಶ್ವರ ಬೆಟ್ಟದಲ್ಲಿ ಕಾರ್ತಿಕ ಸೋಮವಾರದ ಪ್ರಯುಕ್ತ ಸ್ವಾಮಿಗೆ ವಿಶೇಷ ಪೂಜೆ ಹಾಗೂ ಹೂವಿನ ಅಲಂಕಾರ ಮಾಡಲಾಯಿತು. ರಾಜ್ಯ ಹಾಗೂ ಹೊರ ರಾಜ್ಯಗಳಿಂದ ಆಗಮಿಸಿದ ಸಾವಿರಾರು ಭಕ್ತರು ದರ್ಶನ ಪಡೆದರು. ಗರ್ಭಗುಡಿ ಸೇರಿದಂತೆ ದೇವಾಲಯದ ಆವರಣವನ್ನು ವಿವಿಧ ಬಗೆಯ ಹೂಗಳಿಂದ ಅಲಂಕರಿಸಲಾಗಿತ್ತು. ಪ್ರಾಧಿಕಾರದ ವತಿಯಿಂದ ಭಕ್ತರಿಗೆ ದಾಸೋಹ ವ್ಯವಸ್ಥೆ ಕಲ್ಪಿಸಲಾಗಿತ್ತು. ಬೇಡಗಂಪಣ ಅರ್ಚಕರು ವಿಶೇಷ ಪೂಜಾ ವಿಧಿ ವಿಧಾನ ನೆರವೇರಿಸಿದರು. ಭದ್ರತೆಗೆ ಪೊಲೀಸ್ ಸಿಬ್ಬಂದಿ ನಿಯೋಜಿಸಲಾಗಿತ್ತು. [282, 386, 416, 460]
clean-headline-box [100, 542, 270, 562]
theatre-movie: ಅಂದವಾದ ಹುಡುಗಿ (ಕ) [737, 426, 786, 434]
theatres-dates: 23.11.2018 ರಿಂದ 29.11.2018 ರವರೆಗೆ [639, 321, 844, 332]
masthead [100, 92, 845, 114]
boxer-photo [803, 1022, 843, 1066]
jatre-headline: ಸೋನಹಳ್ಳಿಯಲ್ಲಿ ಶ್ರೀ ಭೈರವೇಶ್ವರಸ್ವಾಮಿ ಜಾತ್ರಾ ಮಹೋತ್ಸವ [282, 625, 416, 654]
